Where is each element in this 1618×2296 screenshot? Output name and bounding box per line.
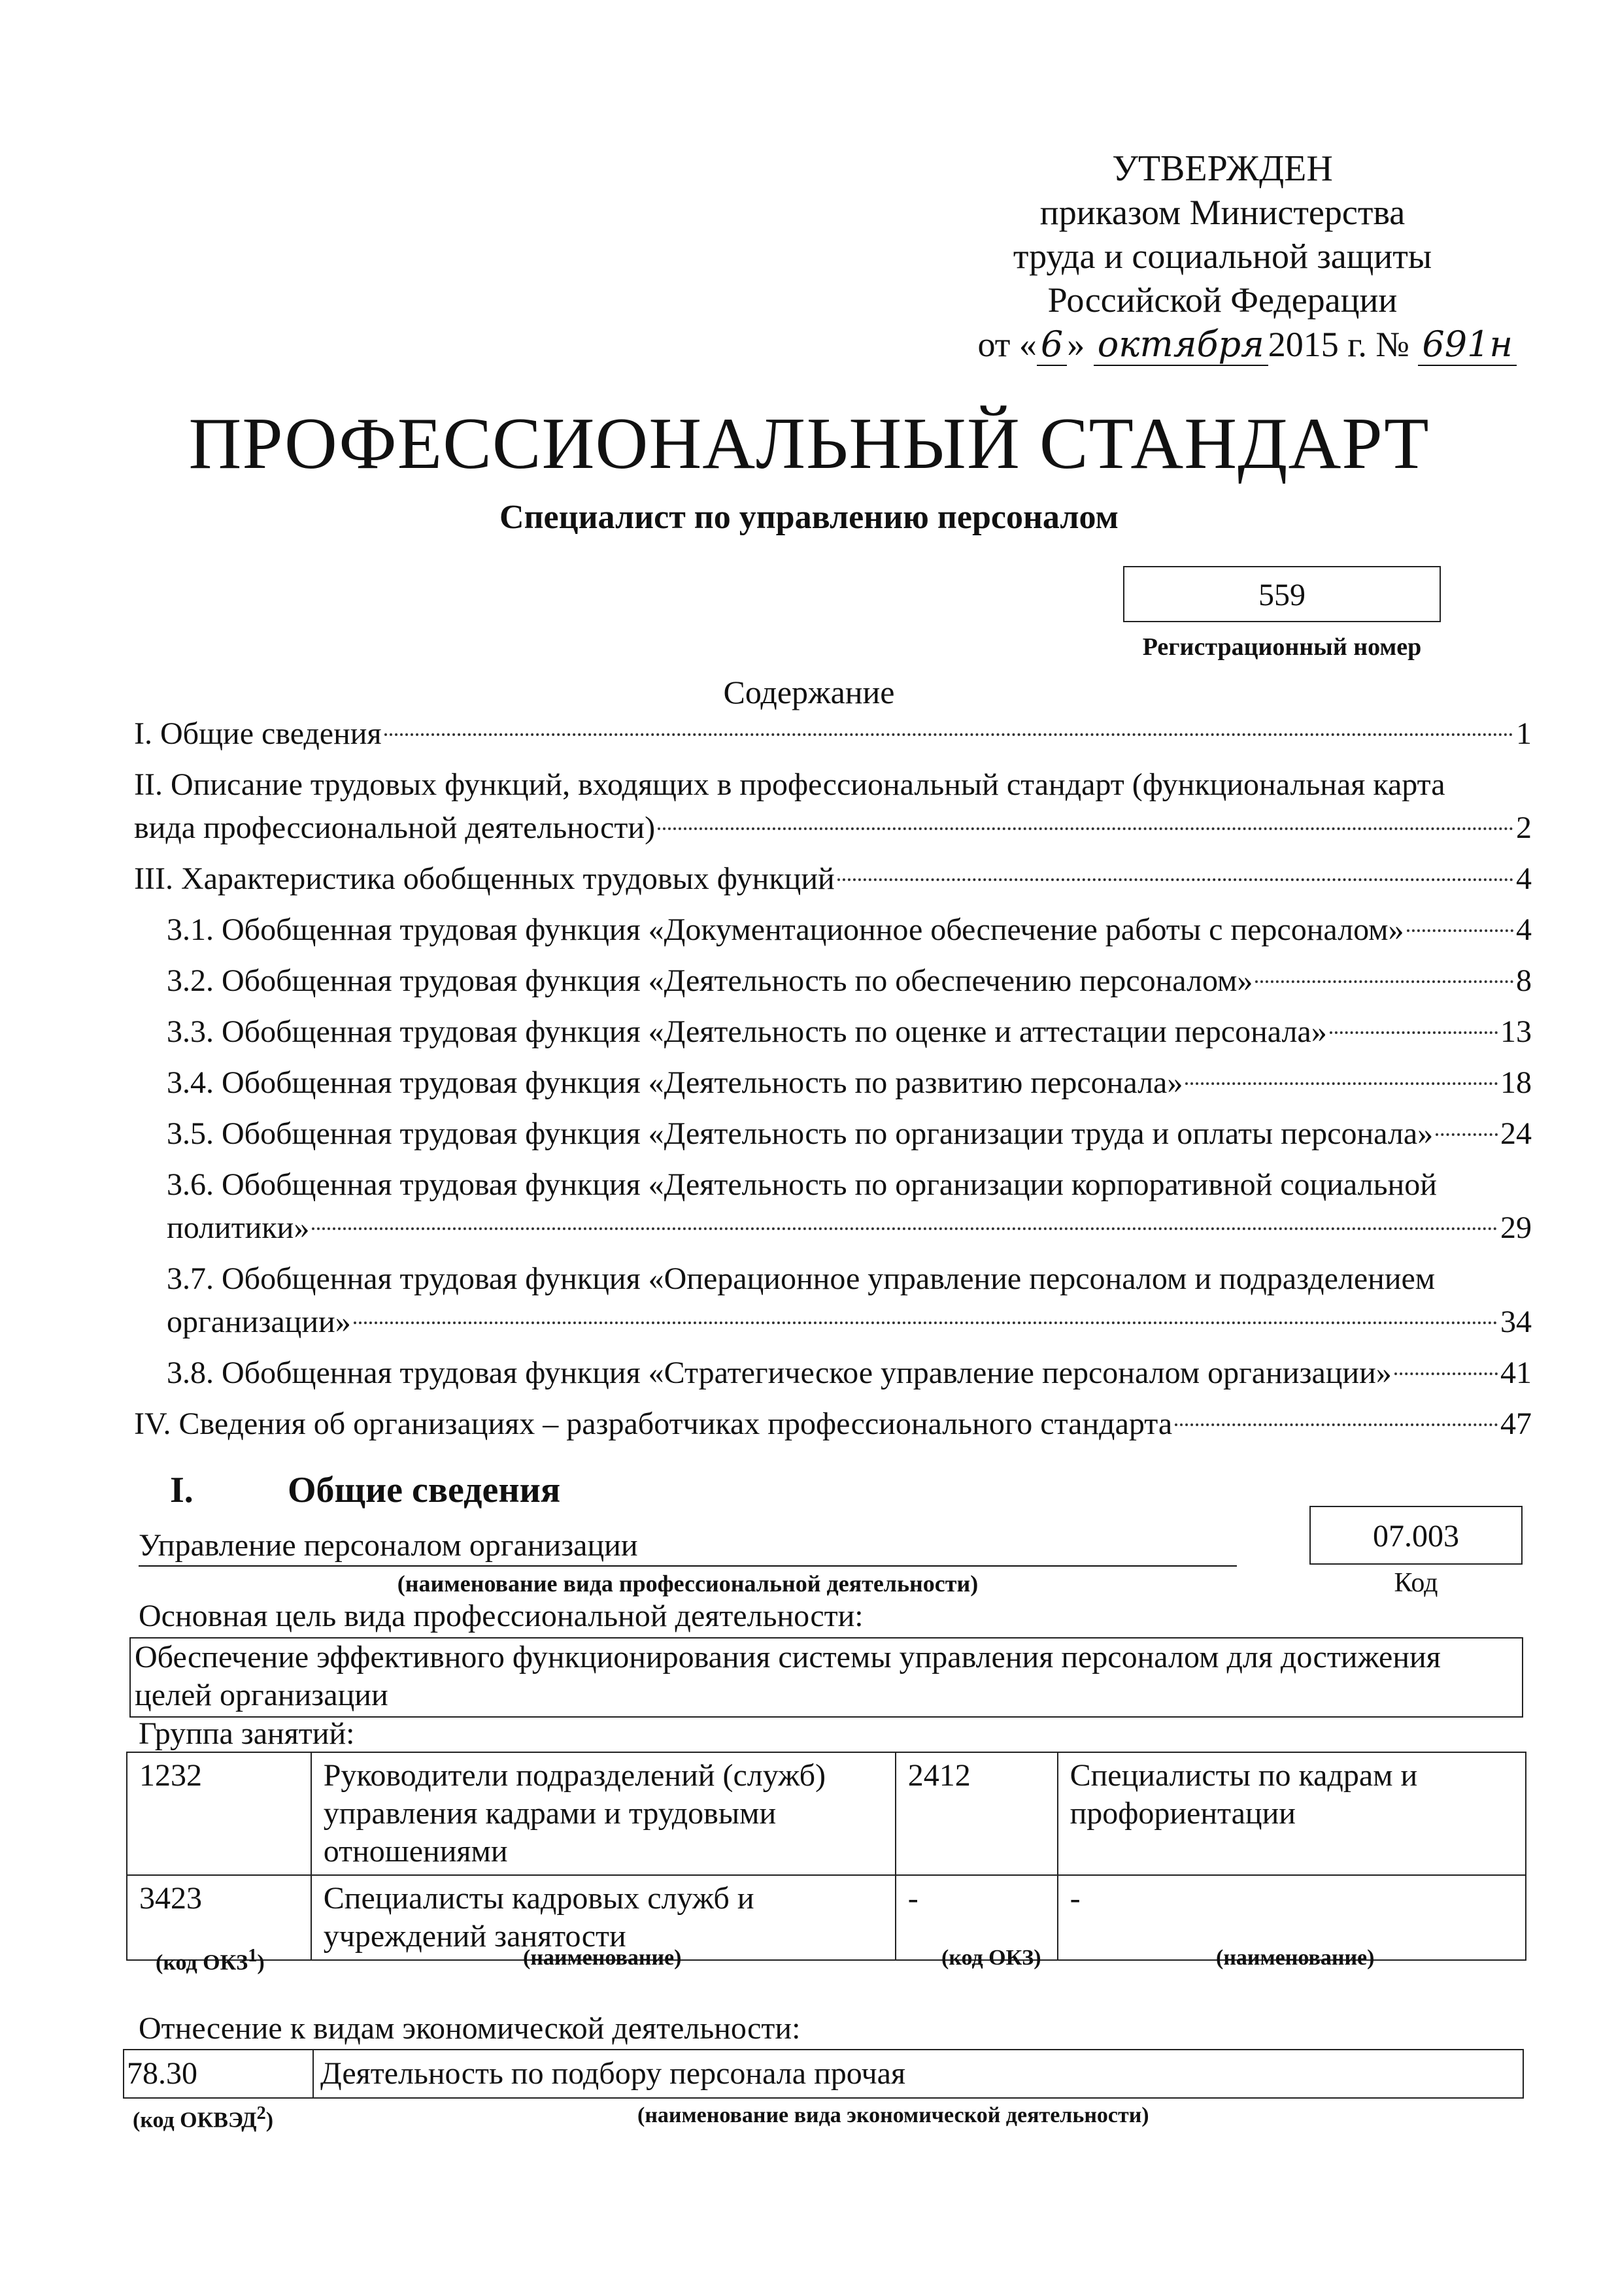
section-number: I. — [170, 1470, 194, 1510]
toc-item[interactable] — [134, 1257, 1532, 1344]
toc-item-text-continued: политики» — [167, 1210, 310, 1245]
toc-page-number: 4 — [1516, 912, 1532, 947]
toc-dot-leader — [658, 827, 1513, 830]
okz-name-cell: Специалисты по кадрам и профориентации — [1058, 1752, 1526, 1875]
section-title: Общие сведения — [288, 1470, 561, 1510]
toc-item[interactable] — [134, 1403, 1532, 1446]
toc-page-number: 24 — [1500, 1116, 1532, 1151]
toc-dot-leader — [1436, 1133, 1498, 1136]
toc-item[interactable] — [134, 763, 1532, 850]
footnote-ref[interactable]: 1 — [248, 1946, 258, 1966]
toc-item[interactable] — [134, 908, 1532, 952]
goal-label: Основная цель вида профессиональной деятельности: — [139, 1599, 864, 1633]
okz-code-caption-end: ) — [257, 1950, 265, 1975]
toc-item-text: 3.1. Обобщенная трудовая функция «Документационное обеспечение работы с персоналом» — [167, 912, 1404, 947]
document-subtitle: Специалист по управлению персоналом — [499, 499, 1119, 536]
goal-text-continued: целей организации — [135, 1678, 388, 1712]
handwritten-month: октября — [1094, 324, 1268, 366]
okz-code-cell: 3423 — [127, 1875, 311, 1960]
okz-code-cell: 2412 — [896, 1752, 1058, 1875]
okz-code-caption-text: (код ОКЗ — [156, 1950, 248, 1975]
handwritten-order-number: 691н — [1418, 324, 1517, 366]
okz-name-caption: (наименование) — [523, 1946, 682, 1970]
registration-number-label: Регистрационный номер — [1142, 633, 1422, 661]
toc-dot-leader — [354, 1322, 1498, 1324]
toc-item[interactable] — [134, 959, 1532, 1003]
activity-name-caption: (наименование вида профессиональной деятельности) — [397, 1571, 979, 1597]
footnote-ref[interactable]: 2 — [256, 2103, 266, 2123]
document-title: ПРОФЕССИОНАЛЬНЫЙ СТАНДАРТ — [188, 403, 1430, 484]
toc-item-text-continued: вида профессиональной деятельности) — [134, 810, 656, 845]
toc-item[interactable] — [134, 712, 1532, 756]
okz-name-cell: Специалисты кадровых служб и учреждений занятости — [311, 1875, 896, 1960]
okved-code-caption — [133, 2103, 273, 2133]
occupation-group-table — [126, 1752, 1526, 1961]
toc-item-text: 3.2. Обобщенная трудовая функция «Деятельность по обеспечению персоналом» — [167, 963, 1253, 998]
date-mid: » — [1067, 325, 1085, 364]
okz-code-caption: (код ОКЗ) — [941, 1946, 1041, 1970]
toc-dot-leader — [384, 733, 1513, 736]
toc-heading: Содержание — [723, 674, 895, 710]
toc-page-number: 13 — [1500, 1014, 1532, 1049]
toc-item-text: 3.4. Обобщенная трудовая функция «Деятельность по развитию персонала» — [167, 1065, 1183, 1100]
toc-dot-leader — [837, 878, 1513, 881]
okz-name-caption: (наименование) — [1216, 1946, 1375, 1970]
year-text: 2015 г. № — [1268, 325, 1409, 364]
approval-block — [928, 147, 1517, 367]
toc-item-text-continued: организации» — [167, 1305, 351, 1339]
toc-page-number: 8 — [1516, 963, 1532, 998]
approval-title: УТВЕРЖДЕН — [1112, 148, 1333, 189]
okz-name-cell: - — [1058, 1875, 1526, 1960]
toc-page-number: 34 — [1500, 1305, 1532, 1339]
toc-dot-leader — [1394, 1373, 1498, 1375]
toc-item[interactable] — [134, 1352, 1532, 1395]
toc-item-text: 3.7. Обобщенная трудовая функция «Операционное управление персоналом и подразделением — [167, 1261, 1436, 1296]
table-row — [127, 1752, 1526, 1875]
activity-code-box: 07.003 — [1309, 1506, 1523, 1565]
toc-dot-leader — [1330, 1031, 1498, 1034]
table-of-contents — [134, 712, 1532, 1454]
toc-item-text: 3.3. Обобщенная трудовая функция «Деятельность по оценке и аттестации персонала» — [167, 1014, 1327, 1049]
toc-dot-leader — [1185, 1082, 1498, 1085]
toc-item-text: II. Описание трудовых функций, входящих в профессиональный стандарт (функциональная карта — [134, 767, 1445, 802]
toc-page-number: 41 — [1500, 1356, 1532, 1390]
toc-dot-leader — [1175, 1423, 1498, 1426]
toc-dot-leader — [1255, 980, 1513, 983]
toc-item[interactable] — [134, 1010, 1532, 1054]
goal-text: Обеспечение эффективного функционирования системы управления персоналом для достижения — [135, 1640, 1441, 1674]
toc-page-number: 1 — [1516, 716, 1532, 751]
approval-line: Российской Федерации — [1047, 280, 1398, 320]
okved-name-cell: Деятельность по подбору персонала прочая — [320, 2056, 906, 2091]
okved-code-caption-end: ) — [265, 2108, 274, 2133]
section-heading — [170, 1469, 560, 1511]
okved-label: Отнесение к видам экономической деятельности: — [139, 2011, 801, 2046]
toc-item-text: 3.8. Обобщенная трудовая функция «Стратегическое управление персоналом организации» — [167, 1356, 1392, 1390]
order-date-line — [928, 322, 1517, 367]
activity-name-field: Управление персоналом организации — [139, 1526, 1237, 1567]
okved-name-caption: (наименование вида экономической деятельности) — [637, 2103, 1149, 2127]
okz-name-cell: Руководители подразделений (служб) управления кадрами и трудовыми отношениями — [311, 1752, 896, 1875]
toc-item-text: 3.6. Обобщенная трудовая функция «Деятельность по организации корпоративной социальной — [167, 1167, 1437, 1202]
okz-code-cell: - — [896, 1875, 1058, 1960]
toc-item-text: IV. Сведения об организациях – разработчиках профессионального стандарта — [134, 1406, 1173, 1441]
okved-table — [123, 2049, 1524, 2099]
toc-item-text: 3.5. Обобщенная трудовая функция «Деятельность по организации труда и оплаты персонала» — [167, 1116, 1434, 1151]
okved-code-cell: 78.30 — [124, 2050, 314, 2097]
toc-page-number: 18 — [1500, 1065, 1532, 1100]
approval-line: труда и социальной защиты — [1013, 237, 1432, 276]
okved-code-caption-text: (код ОКВЭД — [133, 2108, 257, 2133]
toc-item[interactable] — [134, 1061, 1532, 1105]
date-prefix: от « — [977, 325, 1037, 364]
registration-number-box: 559 — [1123, 566, 1441, 622]
toc-dot-leader — [1407, 929, 1513, 932]
toc-page-number: 29 — [1500, 1210, 1532, 1245]
goal-box — [129, 1637, 1523, 1718]
toc-page-number: 2 — [1516, 810, 1532, 845]
toc-item[interactable] — [134, 1112, 1532, 1156]
okz-code-caption — [156, 1946, 265, 1975]
toc-item[interactable] — [134, 857, 1532, 901]
toc-dot-leader — [312, 1227, 1498, 1230]
toc-page-number: 4 — [1516, 861, 1532, 896]
toc-item-text: III. Характеристика обобщенных трудовых функций — [134, 861, 835, 896]
activity-code-caption: Код — [1394, 1568, 1438, 1598]
toc-page-number: 47 — [1500, 1406, 1532, 1441]
toc-item[interactable] — [134, 1163, 1532, 1250]
okz-code-cell: 1232 — [127, 1752, 311, 1875]
handwritten-day: 6 — [1037, 324, 1067, 366]
toc-item-text: I. Общие сведения — [134, 716, 382, 751]
approval-line: приказом Министерства — [1039, 193, 1406, 232]
occupation-group-label: Группа занятий: — [139, 1716, 355, 1751]
